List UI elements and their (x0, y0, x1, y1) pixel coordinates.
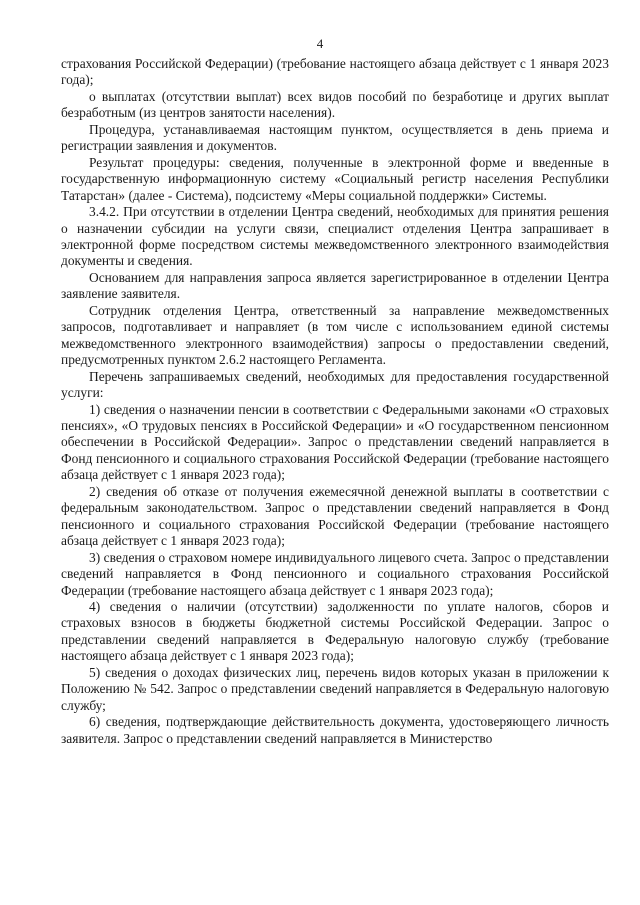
paragraph-procedure-result: Результат процедуры: сведения, полученные в электронной форме и введенные в государственную информационную систему «Социальный регистр населения Республики Татарстан» (далее - Система), подсистему «Меры социальной поддержки» Системы. (61, 154, 609, 203)
list-item-5: 5) сведения о доходах физических лиц, перечень видов которых указан в приложении к Положению № 542. Запрос о представлении сведений направляется в Федеральную налоговую службу; (61, 664, 609, 713)
paragraph-request-basis: Основанием для направления запроса является зарегистрированное в отделении Центра заявление заявителя. (61, 269, 609, 302)
paragraph-continuation: страхования Российской Федерации) (требование настоящего абзаца действует с 1 января 2023 года); (61, 56, 609, 88)
list-item-3: 3) сведения о страховом номере индивидуального лицевого счета. Запрос о представлении сведений направляется в Фонд пенсионного и социального страхования Российской Федерации (требование настоящего абзаца действует с 1 января 2023 года); (61, 549, 609, 598)
paragraph-procedure-timing: Процедура, устанавливаемая настоящим пунктом, осуществляется в день приема и регистрации заявления и документов. (61, 121, 609, 154)
list-item-1: 1) сведения о назначении пенсии в соответствии с Федеральными законами «О страховых пенсиях», «О трудовых пенсиях в Российской Федерации» и «О государственном пенсионном обеспечении в Российской Федерации». Запрос о представлении сведений направляется в Фонд пенсионного и социального страхования Российской Федерации (требование настоящего абзаца действует с 1 января 2023 года); (61, 401, 609, 483)
page-number: 4 (316, 36, 324, 51)
document-body (61, 56, 609, 747)
paragraph-employee-requests: Сотрудник отделения Центра, ответственный за направление межведомственных запросов, подготавливает и направляет (в том числе с использованием единой системы межведомственного электронного взаимодействия) запросы о предоставлении сведений, предусмотренных пунктом 2.6.2 настоящего Регламента. (61, 302, 609, 368)
paragraph-list-intro: Перечень запрашиваемых сведений, необходимых для предоставления государственной услуги: (61, 368, 609, 401)
paragraph-section-3-4-2: 3.4.2. При отсутствии в отделении Центра сведений, необходимых для принятия решения о назначении субсидии на услуги связи, специалист отделения Центра запрашивает в электронной форме посредством системы межведомственного электронного взаимодействия документы и сведения. (61, 204, 609, 269)
list-item-2: 2) сведения об отказе от получения ежемесячной денежной выплаты в соответствии с федеральным законодательством. Запрос о представлении сведений направляется в Фонд пенсионного и социального страхования Российской Федерации (требование настоящего абзаца действует с 1 января 2023 года); (61, 483, 609, 549)
paragraph-unemployment-benefits: о выплатах (отсутствии выплат) всех видов пособий по безработице и других выплат безработным (из центров занятости населения). (61, 88, 609, 121)
list-item-6: 6) сведения, подтверждающие действительность документа, удостоверяющего личность заявителя. Запрос о представлении сведений направляется в Министерство (61, 714, 609, 746)
list-item-4: 4) сведения о наличии (отсутствии) задолженности по уплате налогов, сборов и страховых взносов в бюджеты бюджетной системы Российской Федерации. Запрос о представлении сведений направляется в Федеральную налоговую службу (требование настоящего абзаца действует с 1 января 2023 года); (61, 598, 609, 664)
